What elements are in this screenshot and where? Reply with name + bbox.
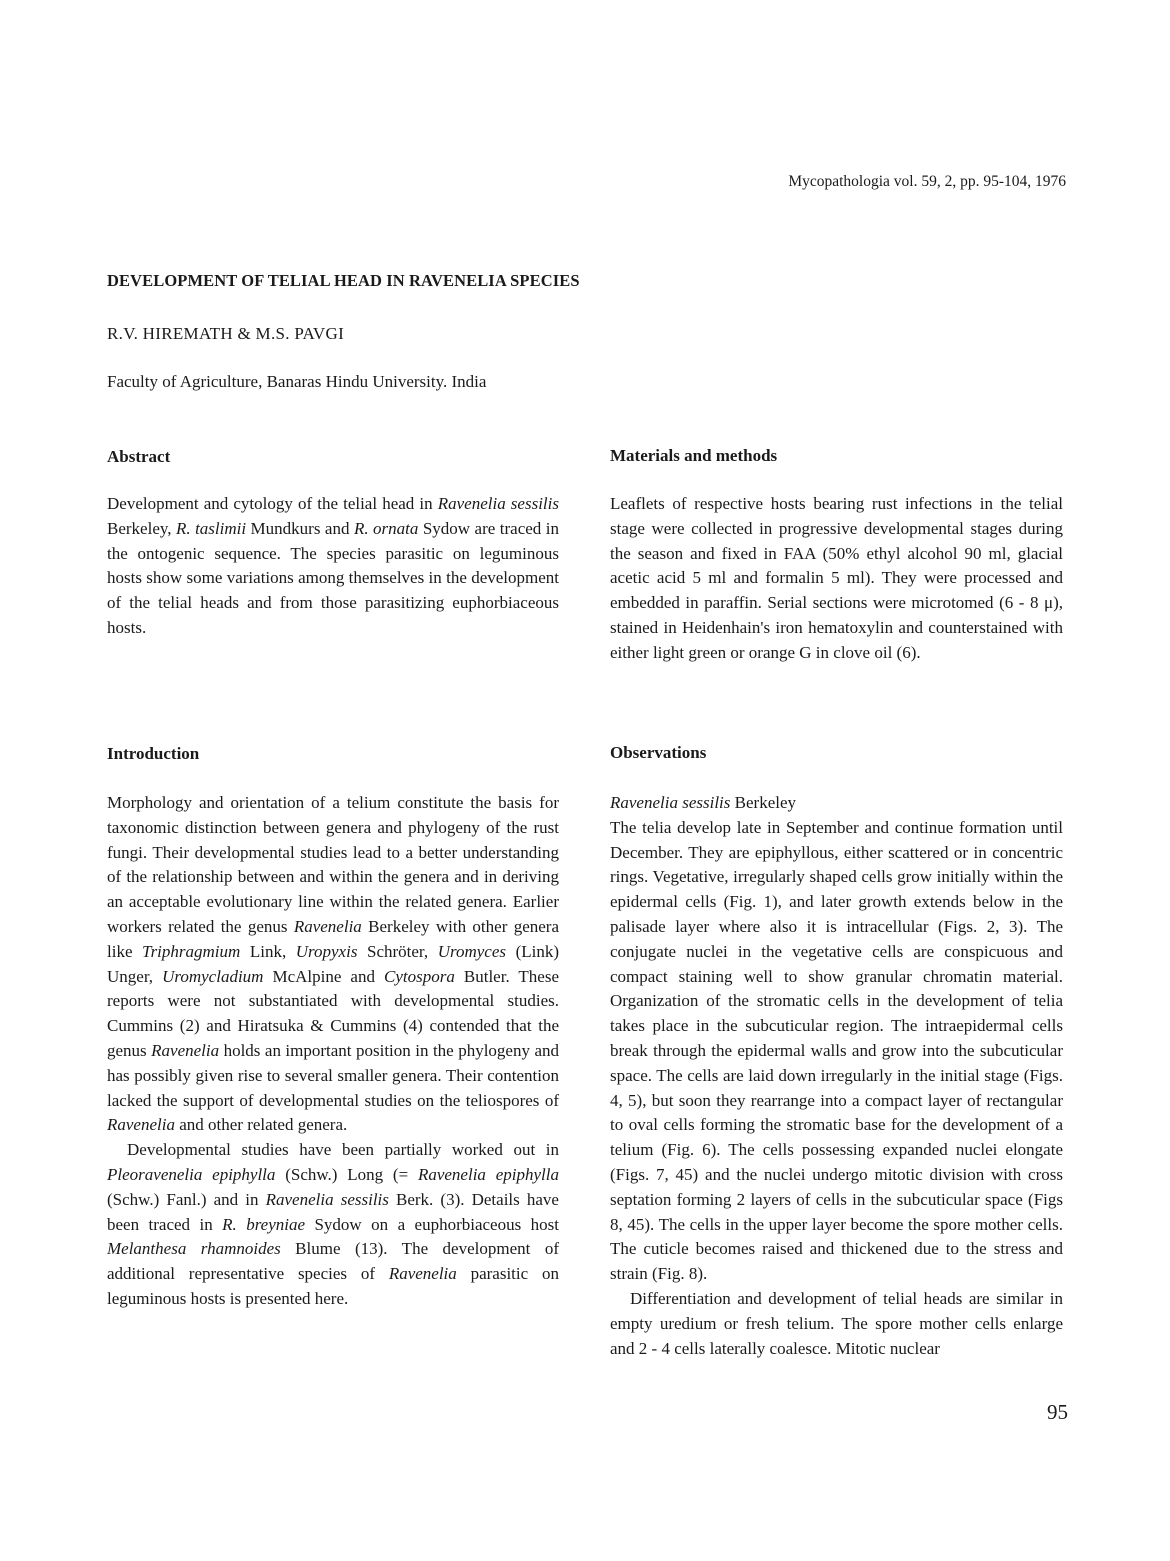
introduction-heading: Introduction bbox=[107, 744, 200, 763]
article-authors: R.V. HIREMATH & M.S. PAVGI bbox=[107, 324, 345, 343]
introduction-body bbox=[107, 791, 559, 1312]
abstract-heading: Abstract bbox=[107, 447, 171, 466]
introduction-paragraph-1: Morphology and orientation of a telium constitute the basis for taxonomic distinction between genera and phylogeny of the rust fungi. Their developmental studies lead to a better understanding of the relationship between and within the genera and in deriving an acceptable evolutionary line within the related genera. Earlier workers related the genus Ravenelia Berkeley with other genera like Triphragmium Link, Uropyxis Schröter, Uromyces (Link) Unger, Uromycladium McAlpine and Cytospora Butler. These reports were not substantiated with developmental studies. Cummins (2) and Hiratsuka & Cummins (4) contended that the genus Ravenelia holds an important position in the phylogeny and has possibly given rise to several smaller genera. Their contention lacked the support of developmental studies on the teliospores of Ravenelia and other related genera. bbox=[107, 793, 559, 1135]
materials-body: Leaflets of respective hosts bearing rust infections in the telial stage were collected in progressive developmental stages during the season and fixed in FAA (50% ethyl alcohol 90 ml, glacial acetic acid 5 ml and formalin 5 ml). They were processed and embedded in paraffin. Serial sections were microtomed (6 - 8 μ), stained in Heidenhain's iron hematoxylin and counterstained with either light green or orange G in clove oil (6). bbox=[610, 494, 1063, 662]
observations-paragraph-1: The telia develop late in September and continue formation until December. They are epiphyllous, either scattered or in concentric rings. Vegetative, irregularly shaped cells grow initially within the epidermal cells (Fig. 1), and later growth extends below in the palisade layer where also it is intracellular (Figs. 2, 3). The conjugate nuclei in the vegetative cells are conspicuous and compact staining well to show granular chromatin material. Organization of the stromatic cells in the development of telia takes place in the subcuticular region. The intraepidermal cells break through the epidermal walls and grow into the subcuticular space. The cells are laid down irregularly in the initial stage (Figs. 4, 5), but soon they rearrange into a compact layer of rectangular to oval cells forming the stromatic base for the development of a telium (Fig. 6). The cells possessing expanded nuclei elongate (Figs. 7, 45) and the nuclei undergo mitotic division with cross septation forming 2 layers of cells in the subcuticular space (Figs 8, 45). The cells in the upper layer become the spore mother cells. The cuticle becomes raised and thickened due to the stress and strain (Fig. 8). bbox=[610, 817, 1063, 1284]
article-title: DEVELOPMENT OF TELIAL HEAD IN RAVENELIA SPECIES bbox=[107, 271, 580, 290]
materials-heading: Materials and methods bbox=[610, 446, 778, 465]
abstract-body: Development and cytology of the telial head in Ravenelia sessilis Berkeley, R. taslimii Mundkurs and R. ornata Sydow are traced in the ontogenic sequence. The species parasitic on leguminous hosts show some variations among themselves in the development of the telial heads and from those parasitizing euphorbiaceous hosts. bbox=[107, 494, 559, 637]
page-number: 95 bbox=[1047, 1400, 1068, 1424]
article-affiliation: Faculty of Agriculture, Banaras Hindu University. India bbox=[107, 372, 487, 391]
observations-species-line: Ravenelia sessilis Berkeley bbox=[610, 793, 797, 812]
introduction-paragraph-2: Developmental studies have been partially worked out in Pleoravenelia epiphylla (Schw.) Long (= Ravenelia epiphylla (Schw.) Fanl.) and in Ravenelia sessilis Berk. (3). Details have been traced in R. breyniae Sydow on a euphorbiaceous host Melanthesa rhamnoides Blume (13). The development of additional representative species of Ravenelia parasitic on leguminous hosts is presented here. bbox=[107, 1140, 559, 1308]
observations-body bbox=[610, 791, 1063, 1361]
observations-paragraph-2: Differentiation and development of telial heads are similar in empty uredium or fresh telium. The spore mother cells enlarge and 2 - 4 cells laterally coalesce. Mitotic nuclear bbox=[610, 1288, 1063, 1358]
observations-heading: Observations bbox=[610, 743, 707, 762]
journal-reference: Mycopathologia vol. 59, 2, pp. 95-104, 1976 bbox=[788, 173, 1066, 190]
